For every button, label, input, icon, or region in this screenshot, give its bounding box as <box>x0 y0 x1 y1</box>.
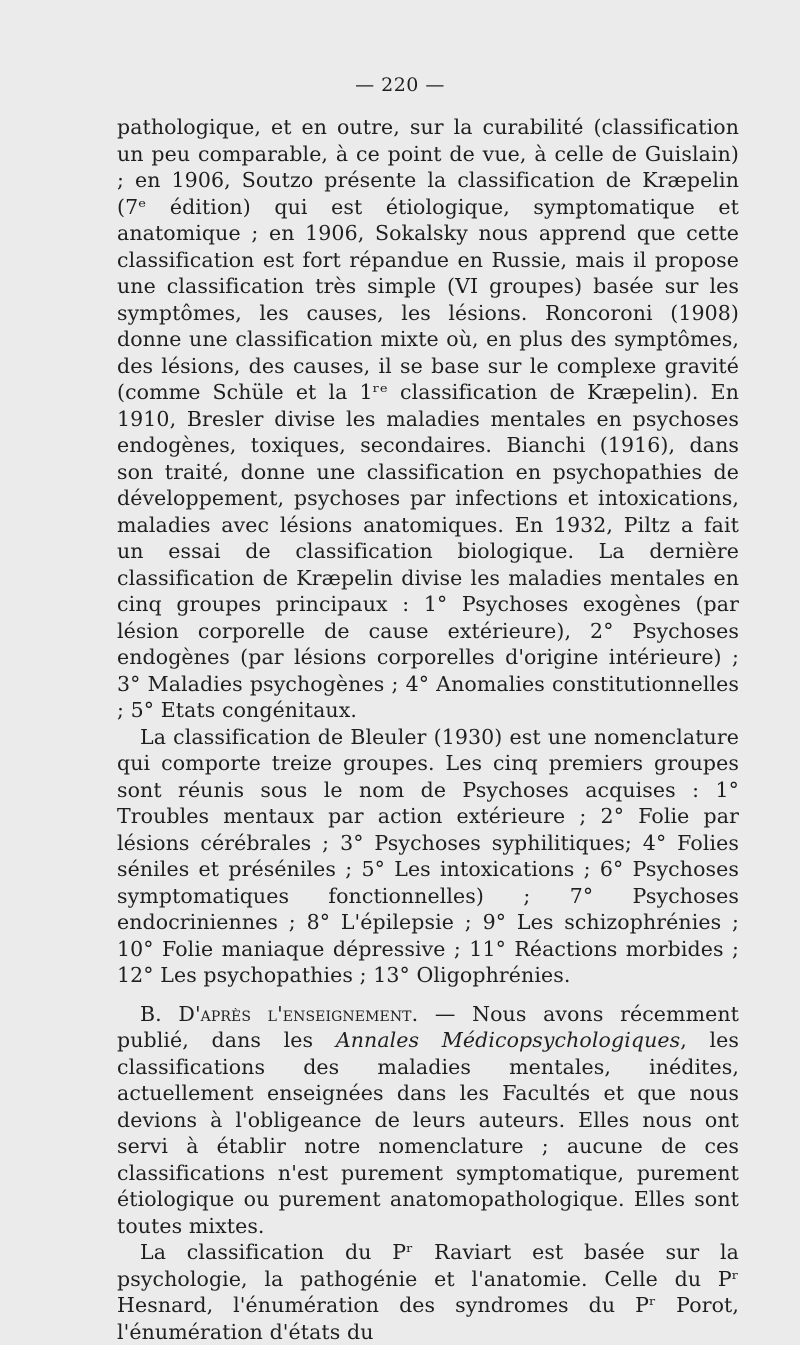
section-heading: B. D'après l'enseignement. <box>140 1001 419 1026</box>
paragraph-3-text-a: — Nous avons récemment publié, dans les <box>117 1001 739 1052</box>
paragraph-4: La classification du Pʳ Raviart est basée sur la psychologie, la pathogénie et l'anatomie. Celle du Pʳ Hesnard, l'énumération des syndromes du Pʳ Porot, l'énumération d'états du <box>117 1240 739 1344</box>
body-text <box>117 114 739 1345</box>
journal-title: Annales Médicopsychologiques <box>335 1028 681 1052</box>
paragraph-1: pathologique, et en outre, sur la curabilité (classification un peu comparable, à ce point de vue, à celle de Guislain) ; en 1906, Soutzo présente la classification de Kræpelin (7ᵉ édition) qui est étiologique, symptomatique et anatomique ; en 1906, Sokalsky nous apprend que cette classification est fort répandue en Russie, mais il propose une classification très simple (VI groupes) basée sur les symptômes, les causes, les lésions. Roncoroni (1908) donne une classification mixte où, en plus des symptômes, des lésions, des causes, il se base sur le complexe gravité (comme Schüle et la 1ʳᵉ classification de Kræpelin). En 1910, Bresler divise les maladies mentales en psychoses endogènes, toxiques, secondaires. Bianchi (1916), dans son traité, donne une classification en psychopathies de développement, psychoses par infections et intoxications, maladies avec lésions anatomiques. En 1932, Piltz a fait un essai de classification biologique. La dernière classification de Kræpelin divise les maladies mentales en cinq groupes principaux : 1° Psychoses exogènes (par lésion corporelle de cause extérieure), 2° Psychoses endogènes (par lésions corporelles d'origine intérieure) ; 3° Maladies psychogènes ; 4° Anomalies constitutionnelles ; 5° Etats congénitaux. <box>117 115 739 722</box>
paragraph-2: La classification de Bleuler (1930) est une nomenclature qui comporte treize groupes. Les cinq premiers groupes sont réunis sous le nom de Psychoses acquises : 1° Troubles mentaux par action extérieure ; 2° Folie par lésions cérébrales ; 3° Psychoses syphilitiques; 4° Folies séniles et préséniles ; 5° Les intoxications ; 6° Psychoses symptomatiques fonctionnelles) ; 7° Psychoses endocriniennes ; 8° L'épilepsie ; 9° Les schizophrénies ; 10° Folie maniaque dépressive ; 11° Réactions morbides ; 12° Les psychopathies ; 13° Oligophrénies. <box>117 724 739 987</box>
paragraph-3 <box>117 1001 739 1240</box>
paragraph-3-text-b: , les classifications des maladies mentales, inédites, actuellement enseignées dans les Facultés et que nous devions à l'obligeance de leurs auteurs. Elles nous ont servi à établir notre nomenclature ; aucune de ces classifications n'est purement symptomatique, purement étiologique ou purement anatomopathologique. Elles sont toutes mixtes. <box>117 1028 739 1238</box>
page-number: — 220 — <box>355 74 445 96</box>
